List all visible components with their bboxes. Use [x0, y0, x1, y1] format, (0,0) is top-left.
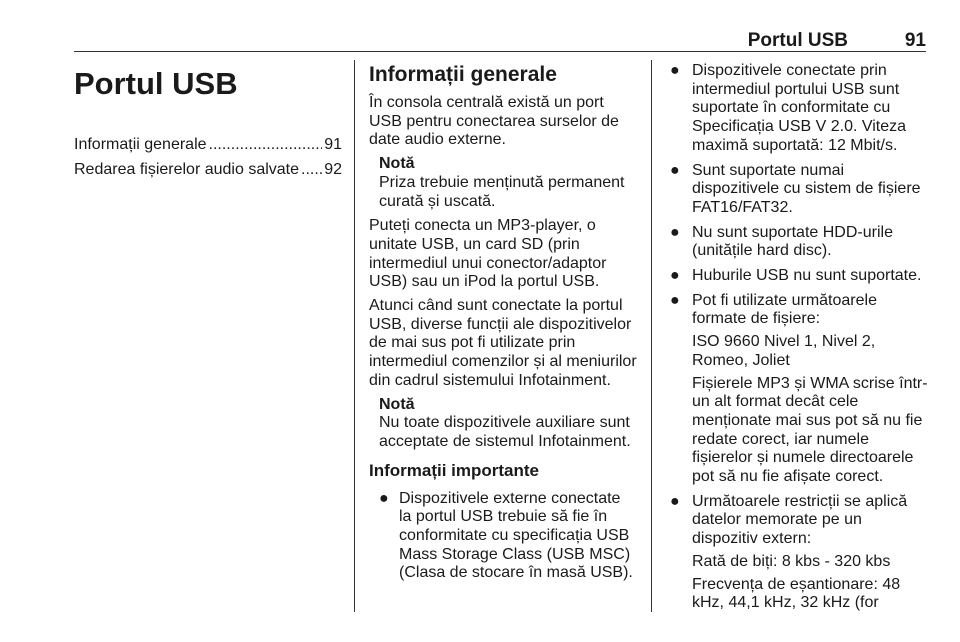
- list-item: [666, 292, 928, 487]
- list-item: [369, 490, 637, 584]
- bullet-icon: ●: [670, 492, 680, 510]
- list-item-subtext: Fișierele MP3 și WMA scrise într-un alt format decât cele menționate mai sus pot să nu fie redate corect, iar numele fișierelor și numele directoarele pot să nu fie afișate corect.: [692, 374, 928, 486]
- section-heading-important: Informații importante: [369, 460, 540, 480]
- note-text: Nu toate dispozitivele auxiliare sunt acceptate de sistemul Infotainment.: [379, 414, 631, 450]
- column-divider-2: [651, 60, 652, 612]
- paragraph: Atunci când sunt conectate la portul USB, diverse funcții ale dispozitivelor de mai sus pot fi utilizate prin intermediul comenzilor și al meniurilor din cadrul sistemului Infotainment.: [369, 297, 637, 389]
- list-item-text: Nu sunt suportate HDD-urile (unitățile hard disc).: [692, 223, 893, 260]
- page-number: 91: [904, 30, 926, 51]
- bullet-icon: ●: [670, 161, 680, 179]
- toc-entry-label: Informații generale: [74, 136, 207, 153]
- bullet-icon: ●: [670, 267, 680, 285]
- list-item-subtext: ISO 9660 Nivel 1, Nivel 2, Romeo, Joliet: [692, 333, 876, 369]
- toc-entry-page: 91: [324, 136, 342, 153]
- toc-entry-label: Redarea fișierelor audio salvate: [74, 160, 300, 178]
- column-right: [666, 62, 928, 619]
- toc-entry[interactable]: [74, 161, 342, 180]
- running-title: Portul USB: [747, 30, 848, 51]
- requirements-list: [666, 62, 928, 613]
- column-divider-1: [354, 60, 355, 612]
- list-item-text: Pot fi utilizate următoarele formate de fișiere:: [692, 291, 877, 328]
- list-item: [666, 224, 928, 261]
- intro-paragraph: În consola centrală există un port USB pentru conectarea surselor de date audio externe.: [369, 94, 619, 149]
- note-title: Notă: [379, 395, 415, 413]
- section-heading-general: Informații generale: [369, 63, 557, 86]
- list-item-subtext: Frecvența de eșantionare: 48 kHz, 44,1 kHz, 32 kHz (for: [692, 575, 901, 612]
- important-list: [369, 490, 637, 584]
- paragraph: Puteți conecta un MP3-player, o unitate USB, un card SD (prin intermediul unui conector/adaptor USB) sau un iPod la portul USB.: [369, 217, 607, 291]
- column-left: [74, 62, 342, 185]
- list-item-text: Huburile USB nu sunt suportate.: [692, 267, 922, 285]
- list-item-subtext: Rată de biți: 8 kbs - 320 kbs: [692, 552, 891, 570]
- note-title: Notă: [379, 155, 415, 173]
- page-header: [74, 24, 926, 52]
- note-text: Priza trebuie menținută permanent curată și uscată.: [379, 173, 625, 210]
- toc-leader-dots: [209, 136, 323, 155]
- toc-entry-page: 92: [324, 160, 342, 178]
- list-item-text: Dispozitivele conectate prin intermediul portului USB sunt suportate în conformitate cu Specificația USB V 2.0. Viteza maximă suportată: 12 Mbit/s.: [692, 62, 907, 154]
- note-block: [379, 155, 637, 211]
- table-of-contents: [74, 136, 342, 179]
- header-rule: [74, 51, 926, 52]
- list-item-text: Sunt suportate numai dispozitivele cu sistem de fișiere FAT16/FAT32.: [692, 161, 921, 216]
- list-item: [666, 493, 928, 613]
- list-item: [666, 62, 928, 156]
- list-item: [666, 162, 928, 218]
- bullet-icon: ●: [670, 223, 680, 241]
- bullet-icon: ●: [670, 291, 680, 309]
- bullet-icon: ●: [670, 62, 680, 79]
- list-item: [666, 267, 928, 286]
- column-middle: [369, 62, 637, 589]
- list-item-text: Dispozitivele externe conectate la portul USB trebuie să fie în conformitate cu specificația USB Mass Storage Class (USB MSC) (Clasa de stocare în masă USB).: [399, 489, 633, 582]
- toc-entry[interactable]: [74, 136, 342, 155]
- list-item-text: Următoarele restricții se aplică datelor memorate pe un dispozitiv extern:: [692, 492, 908, 548]
- chapter-title: Portul USB: [74, 66, 238, 101]
- bullet-icon: ●: [379, 489, 389, 507]
- toc-leader-dots: [301, 161, 322, 180]
- note-block: [379, 396, 637, 452]
